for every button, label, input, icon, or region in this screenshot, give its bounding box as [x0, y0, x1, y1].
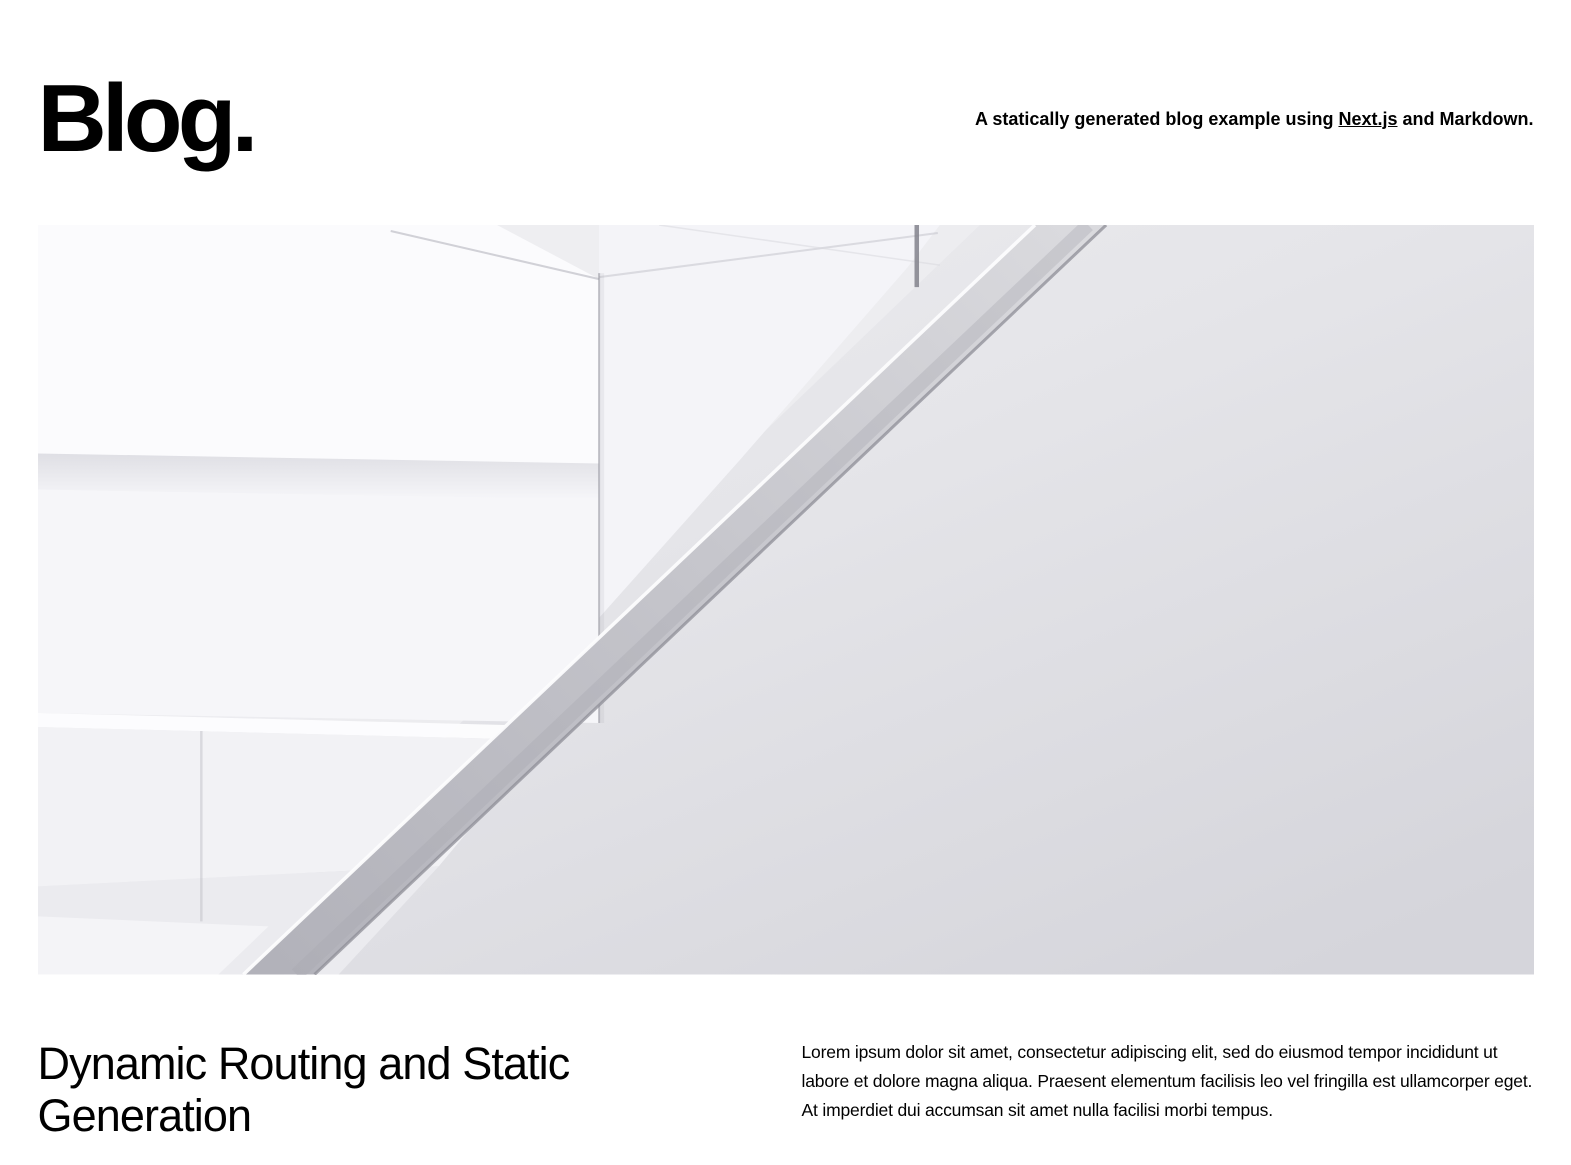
post-title [38, 1038, 770, 1142]
hero-section [38, 225, 1534, 975]
tagline-prefix: A statically generated blog example using [975, 108, 1339, 129]
nextjs-link[interactable]: Next.js [1338, 108, 1398, 129]
post-title-link[interactable]: Dynamic Routing and Static Generation [37, 1037, 570, 1141]
post-excerpt: Lorem ipsum dolor sit amet, consectetur adipiscing elit, sed do eiusmod tempor incididunt ut labore et dolore magna aliqua. Praesent elementum facilisis leo vel fringilla est ullamcorper eget. At imperdiet dui accumsan sit amet nulla facilisi morbi tempus. [801, 1041, 1533, 1120]
cover-image[interactable] [38, 225, 1534, 975]
hero-post-title-column [38, 1038, 770, 1142]
site-tagline [975, 106, 1533, 133]
tagline-suffix: and Markdown. [1397, 108, 1534, 129]
site-header [38, 59, 1534, 179]
page-container [18, 59, 1554, 1142]
site-logo: Blog. [37, 65, 254, 172]
hero-post-excerpt-column [802, 1038, 1534, 1142]
hero-post [38, 1038, 1534, 1142]
